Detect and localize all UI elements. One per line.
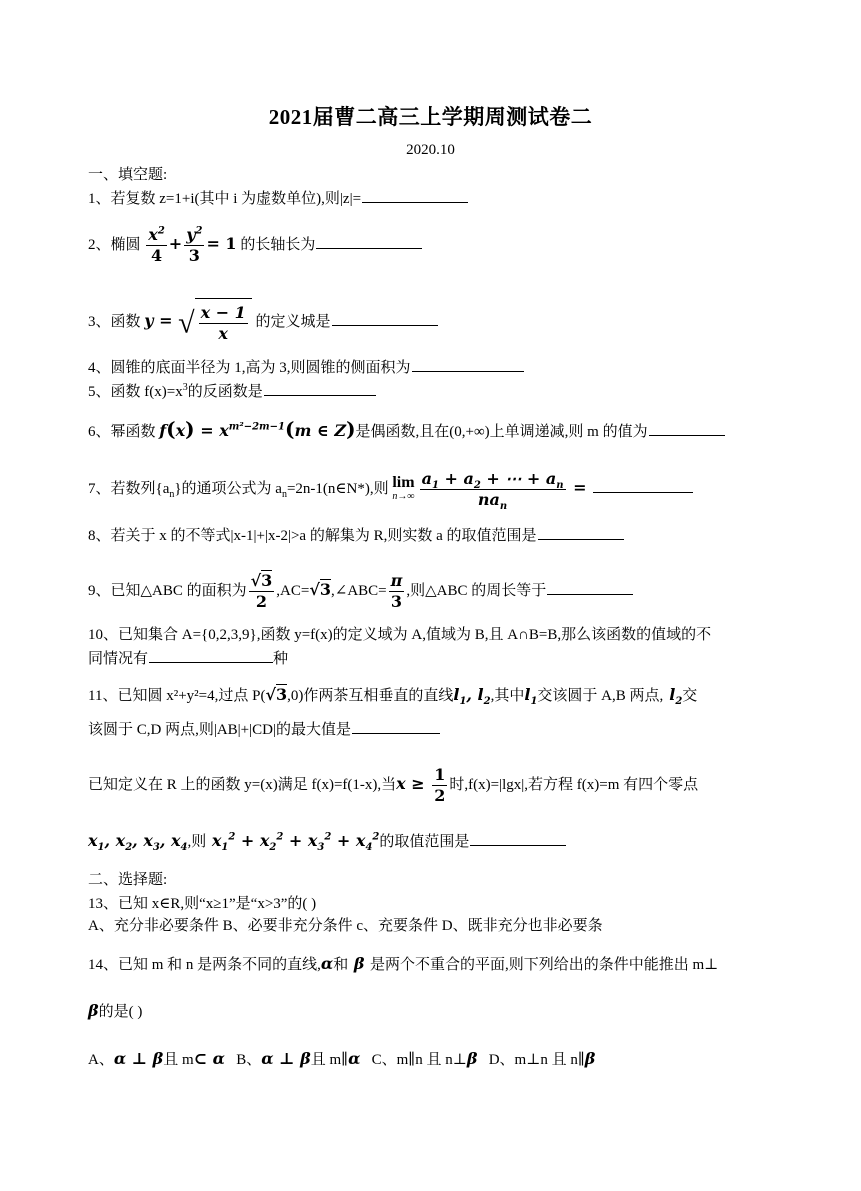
answer-blank[interactable] [470,844,566,846]
question-10-line-2: 同情况有 种 [88,651,289,667]
question-8: 8、若关于 x 的不等式|x-1|+|x-2|>a 的解集为 R,则实数 a 的取值范围是 [88,525,624,547]
question-4 [88,357,524,379]
question-3-post: 的定义城是 [255,314,331,330]
section-choice: 二、选择题: [88,872,168,888]
question-14-line-1: 14、已知 m 和 n 是两条不同的直线,α和 β 是两个不重合的平面,则下列给出的条件中能推出 m⊥ [88,954,719,973]
question-4-text: 4、圆锥的底面半径为 1,高为 3,则圆锥的侧面积为 [88,360,411,376]
answer-blank[interactable] [332,324,438,326]
question-13: 13、已知 x∈R,则“x≥1”是“x>3”的( ) [88,896,317,912]
question-14-line-2: β的是( ) [88,1001,143,1020]
question-6 [88,418,725,443]
question-6-post: 是偶函数,且在(0,+∞)上单调递减,则 m 的值为 [355,424,648,440]
fraction-y2-over-3: $\frac{y^2}{3}$ [186,225,203,266]
question-3: 3、函数 y = √ $\frac{x - 1}{x}$ 的定义城是 [88,297,438,347]
question-5: 5、函数 $f(x)=x^3$的反函数是 [88,381,376,403]
question-14-options: A、α ⊥ β且 m⊂ α B、α ⊥ β且 m∥α C、m∥n 且 n⊥β D、m⊥n 且 n∥β [88,1049,596,1068]
limit-operator: lim n→∞ [392,473,415,502]
fraction-sqrt3-over-2: $\frac{√3}{2}$ [250,571,273,612]
fraction-one-half: $\frac{1}{2}$ [434,765,446,806]
question-5-post: 的反函数是 [187,384,263,400]
question-11-line-2: 该圆于 C,D 两点,则|AB|+|CD|的最大值是 [88,719,440,741]
answer-blank[interactable] [538,538,624,540]
limit-fraction: $\frac{a_1 + a_2 + \cdots + a_n}{na_n}$ [421,469,564,513]
power-function-formula: $f(x) = x^{m^2-2m-1}(m$ ∈ Z) [159,417,356,441]
question-13-options: A、充分非必要条件 B、必要非充分条件 c、充要条件 D、既非充分也非必要条 [88,918,603,934]
fraction-x2-over-4: $\frac{x^2}{4}$ [148,225,165,266]
question-12-line-1: 已知定义在 R 上的函数 y=(x)满足 f(x)=f(1-x),当x ≥ $\frac{1}{2}$ 时,f(x)=|lgx|,若方程 f(x)=m 有四个零点 [88,765,699,806]
question-10-line-1: 10、已知集合 A={0,2,3,9},函数 y=f(x)的定义域为 A,值域为 B,且 A∩B=B,那么该函数的值域的不 [88,627,712,643]
section-fill-blank: 一、填空题: [88,167,168,183]
question-9: 9、已知△ABC 的面积为 $\frac{√3}{2}$ ,AC=√3,∠ABC= $\frac{\pi}{3}$ ,则△ABC 的周长等于 [88,566,633,615]
answer-blank[interactable] [316,247,422,249]
question-3-pre: 3、函数 [88,314,141,330]
question-5-pre: 5、函数 f(x)=x [88,384,183,400]
answer-blank[interactable] [649,434,725,436]
question-6-pre: 6、幂函数 [88,424,156,440]
answer-blank[interactable] [547,593,633,595]
answer-blank[interactable] [593,491,693,493]
answer-blank[interactable] [264,394,376,396]
answer-blank[interactable] [149,661,273,663]
question-2-pre: 2、椭圆 [88,237,141,253]
question-2-post: 的长轴长为 [240,237,316,253]
question-12-line-2: $x_1$, $x_2$, $x_3$, $x_4$,则 $x_1^2 + x_2^2 + x_3^2 + x_4^2$的取值范围是 [88,830,566,853]
question-1-text: 1、若复数 z=1+i(其中 i 为虚数单位),则|z|= [88,191,362,207]
page-title: 2021届曹二高三上学期周测试卷二 [268,105,593,129]
question-1 [88,188,468,210]
sqrt-expression: √ $\frac{x - 1}{x}$ [178,298,252,348]
exam-date: 2020.10 [406,142,455,158]
answer-blank[interactable] [352,732,440,734]
answer-blank[interactable] [412,370,524,372]
question-11-line-1: 11、已知圆 x²+y²=4,过点 P(√3,0)作两茶互相垂直的直线$l_1$, $l_2$,其中$l_1$交该圆于 A,B 两点, $l_2$交 [88,685,698,708]
question-2: 2、椭圆 $\frac{x^2}{4}$ + $\frac{y^2}{3}$ = 1 的长轴长为 [88,222,422,267]
fraction-pi-over-3: $\frac{\pi}{3}$ [390,571,403,612]
question-7: 7、若数列$\{a_n\}$的通项公式为 $a_n=2n-1(n\in N*)$,则 lim n→∞ $\frac{a_1 + a_2 + \cdots + a_n}{na_n}$ = [88,464,693,513]
answer-blank[interactable] [362,201,468,203]
